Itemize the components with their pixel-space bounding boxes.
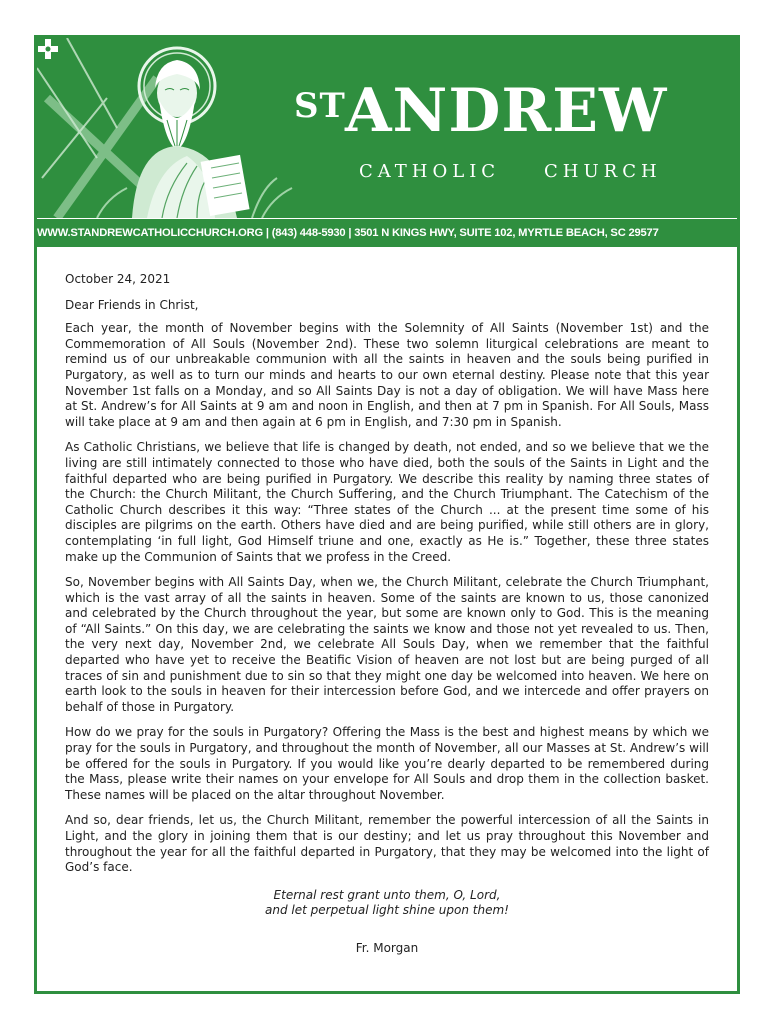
church-name-st: ST xyxy=(294,86,346,126)
header-banner xyxy=(37,38,737,218)
paragraph: And so, dear friends, let us, the Church Militant, remember the powerful intercession of all the Saints in Light, and the glory in joining them that is our destiny; and let us pray throughout this November and throughout the year for all the faithful departed in Purgatory, that they may be welcomed into the light of God’s face. xyxy=(65,813,709,875)
paragraph: As Catholic Christians, we believe that life is changed by death, not ended, and so we believe that we the living are still intimately connected to those who have died, both the souls of the Saints in Light and the faithful departed who are being purified in Purgatory. We describe this reality by naming three states of the Church: the Church Militant, the Church Suffering, and the Church Triumphant. The Catechism of the Catholic Church describes it this way: “Three states of the Church ... at the present time some of his disciples are pilgrims on the earth. Others have died and are being purified, while still others are in glory, contemplating ‘in full light, God Himself triune and one, exactly as He is.” Together, these three states make up the Communion of Saints that we profess in the Creed. xyxy=(65,440,709,564)
subtitle-church: CHURCH xyxy=(544,161,662,182)
signature: Fr. Morgan xyxy=(355,940,419,955)
saint-andrew-illustration xyxy=(37,38,297,218)
paragraph: So, November begins with All Saints Day, when we, the Church Militant, celebrate the Church Triumphant, which is the vast array of all the saints in heaven. Some of the saints are known to us, those canonized and celebrated by the Church throughout the year, but some are known only to God. This is the meaning of “All Saints.” On this day, we are celebrating the saints we know and those not yet revealed to us. Then, the very next day, November 2nd, we celebrate All Souls Day, when we remember that the faithful departed who have yet to receive the Beatific Vision of heaven are not lost but are being purged of all traces of sin and punishment due to sin so that they might one day be welcomed into heaven. We here on earth look to the souls in heaven for their intercession before God, and we intercede and offer prayers on behalf of those in Purgatory. xyxy=(65,575,709,714)
letter-body xyxy=(65,272,709,967)
prayer xyxy=(65,888,709,919)
contact-bar: WWW.STANDREWCATHOLICCHURCH.ORG | (843) 448-5930 | 3501 N KINGS HWY, SUITE 102, MYRTLE BEACH, SC 29577 xyxy=(37,218,737,247)
prayer-line: and let perpetual light shine upon them! xyxy=(265,903,509,918)
subtitle-catholic: CATHOLIC xyxy=(359,161,501,182)
letter-date: October 24, 2021 xyxy=(65,272,171,286)
letter-frame xyxy=(34,35,740,994)
cross-icon xyxy=(37,38,59,60)
paragraph: How do we pray for the souls in Purgatory? Offering the Mass is the best and highest means by which we pray for the souls in Purgatory, and throughout the month of November, all our Masses at St. Andrew’s will be offered for the souls in Purgatory. If you would like you’re dearly departed to be remembered during the Mass, please write their names on your envelope for All Souls and drop them in the collection basket. These names will be placed on the altar throughout November. xyxy=(65,725,709,802)
salutation: Dear Friends in Christ, xyxy=(65,297,199,312)
prayer-line: Eternal rest grant unto them, O, Lord, xyxy=(273,887,501,902)
church-name: ANDREW xyxy=(345,76,668,146)
paragraph: Each year, the month of November begins with the Solemnity of All Saints (November 1st) and the Commemoration of All Souls (November 2nd). These two solemn liturgical celebrations are meant to remind us of our unbreakable communion with all the saints in heaven and the souls being purified in Purgatory, as well as to turn our minds and hearts to our own eternal destiny. Please note that this year November 1st falls on a Monday, and so All Saints Day is not a day of obligation. We will have Mass here at St. Andrew’s for All Saints at 9 am and noon in English, and then at 7 pm in Spanish. For All Souls, Mass will take place at 9 am and then again at 6 pm in English, and 7:30 pm in Spanish. xyxy=(65,321,709,429)
